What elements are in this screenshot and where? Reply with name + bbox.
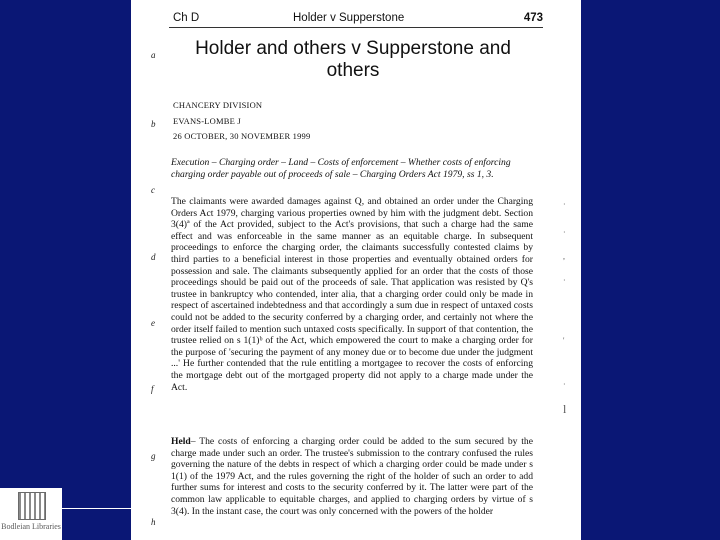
library-building-icon [18,492,46,520]
margin-letter: a [151,50,156,60]
headnote-paragraph: The claimants were awarded damages against Q, and obtained an order under the Charging Orders Act 1979, charging various properties owned by him with the judgment debt. Section 3(4)ª of the Act provided, subject to the Act's provisions, that such a charge had the same effect and was enforceable in the same manner as an equitable charge. In subsequent proceedings to enforce the charging order, the claimants successfully contested claims by third parties to a beneficial interest in those properties and eventually obtained orders for possession and sale. The claimants subsequently applied for an order that the costs of those proceedings should be paid out of the proceeds of sale. That application was resisted by Q's trustee in bankruptcy who contended, inter alia, that a charging order could only be made in respect of ascertained indebtedness and that accordingly a sum due in respect of untaxed costs could not be added to the security conferred by a charging order, and certainly not where the order itself failed to mention such untaxed costs specifically. In support of that contention, the trustee relied on s 1(1)ᵇ of the Act, which empowered the court to make a charging order for the purpose of 'securing the payment of any money due or to become due under the judgment ...' He further contended that the rule entitling a mortgagee to recover the costs of enforcing the mortgage debt out of the mortgaged property did not apply to a charge made under the Act. [171,196,533,393]
running-head [173,12,543,28]
scan-mark: · [563,276,566,285]
judge-name: EVANS-LOMBE J [173,116,241,126]
case-title: Holder and others v Supperstone and others [195,38,511,81]
scan-mark: · [563,200,566,209]
held-text: – The costs of enforcing a charging order could be added to the sum secured by the charge made under such an order. The trustee's submission to the contrary confused the rules governing the nature of the debts in respect of which a charging order could be made under s 1(1) of the 1979 Act, and the rules governing the right of the holder of such an order to add further sums for interest and costs to the security conferred by it. The latter were part of the common law applicable to equitable charges, and applied to charging orders by virtue of s 3(4). In the instant case, the court was only concerned with the powers of the holder [171,436,533,517]
margin-letter: c [151,185,155,195]
margin-letter: g [151,451,156,461]
catchwords: Execution – Charging order – Land – Costs of enforcement – Whether costs of enforcing charging order payable out of proceeds of sale – Charging Orders Act 1979, ss 1, 3. [171,157,511,180]
scan-mark: ' [563,336,565,345]
margin-letter: d [151,252,156,262]
scan-mark: , [563,252,565,261]
running-head-division: Ch D [173,12,200,24]
margin-letter: e [151,318,155,328]
held-paragraph [171,436,533,517]
running-head-case: Holder v Supperstone [293,12,405,24]
page-number: 473 [523,12,543,24]
court-name: CHANCERY DIVISION [173,100,263,110]
scanned-page [131,0,581,540]
margin-letter: f [151,384,154,394]
scan-mark: l [563,402,567,416]
hearing-dates: 26 OCTOBER, 30 NOVEMBER 1999 [173,131,311,141]
margin-letter: h [151,517,156,527]
logo-text: Bodleian Libraries [1,522,61,531]
library-logo [0,488,62,540]
held-label: Held [171,436,191,447]
scan-mark: · [563,228,566,237]
header-rule [169,27,543,28]
margin-letter: b [151,119,156,129]
scan-mark: · [563,380,566,389]
